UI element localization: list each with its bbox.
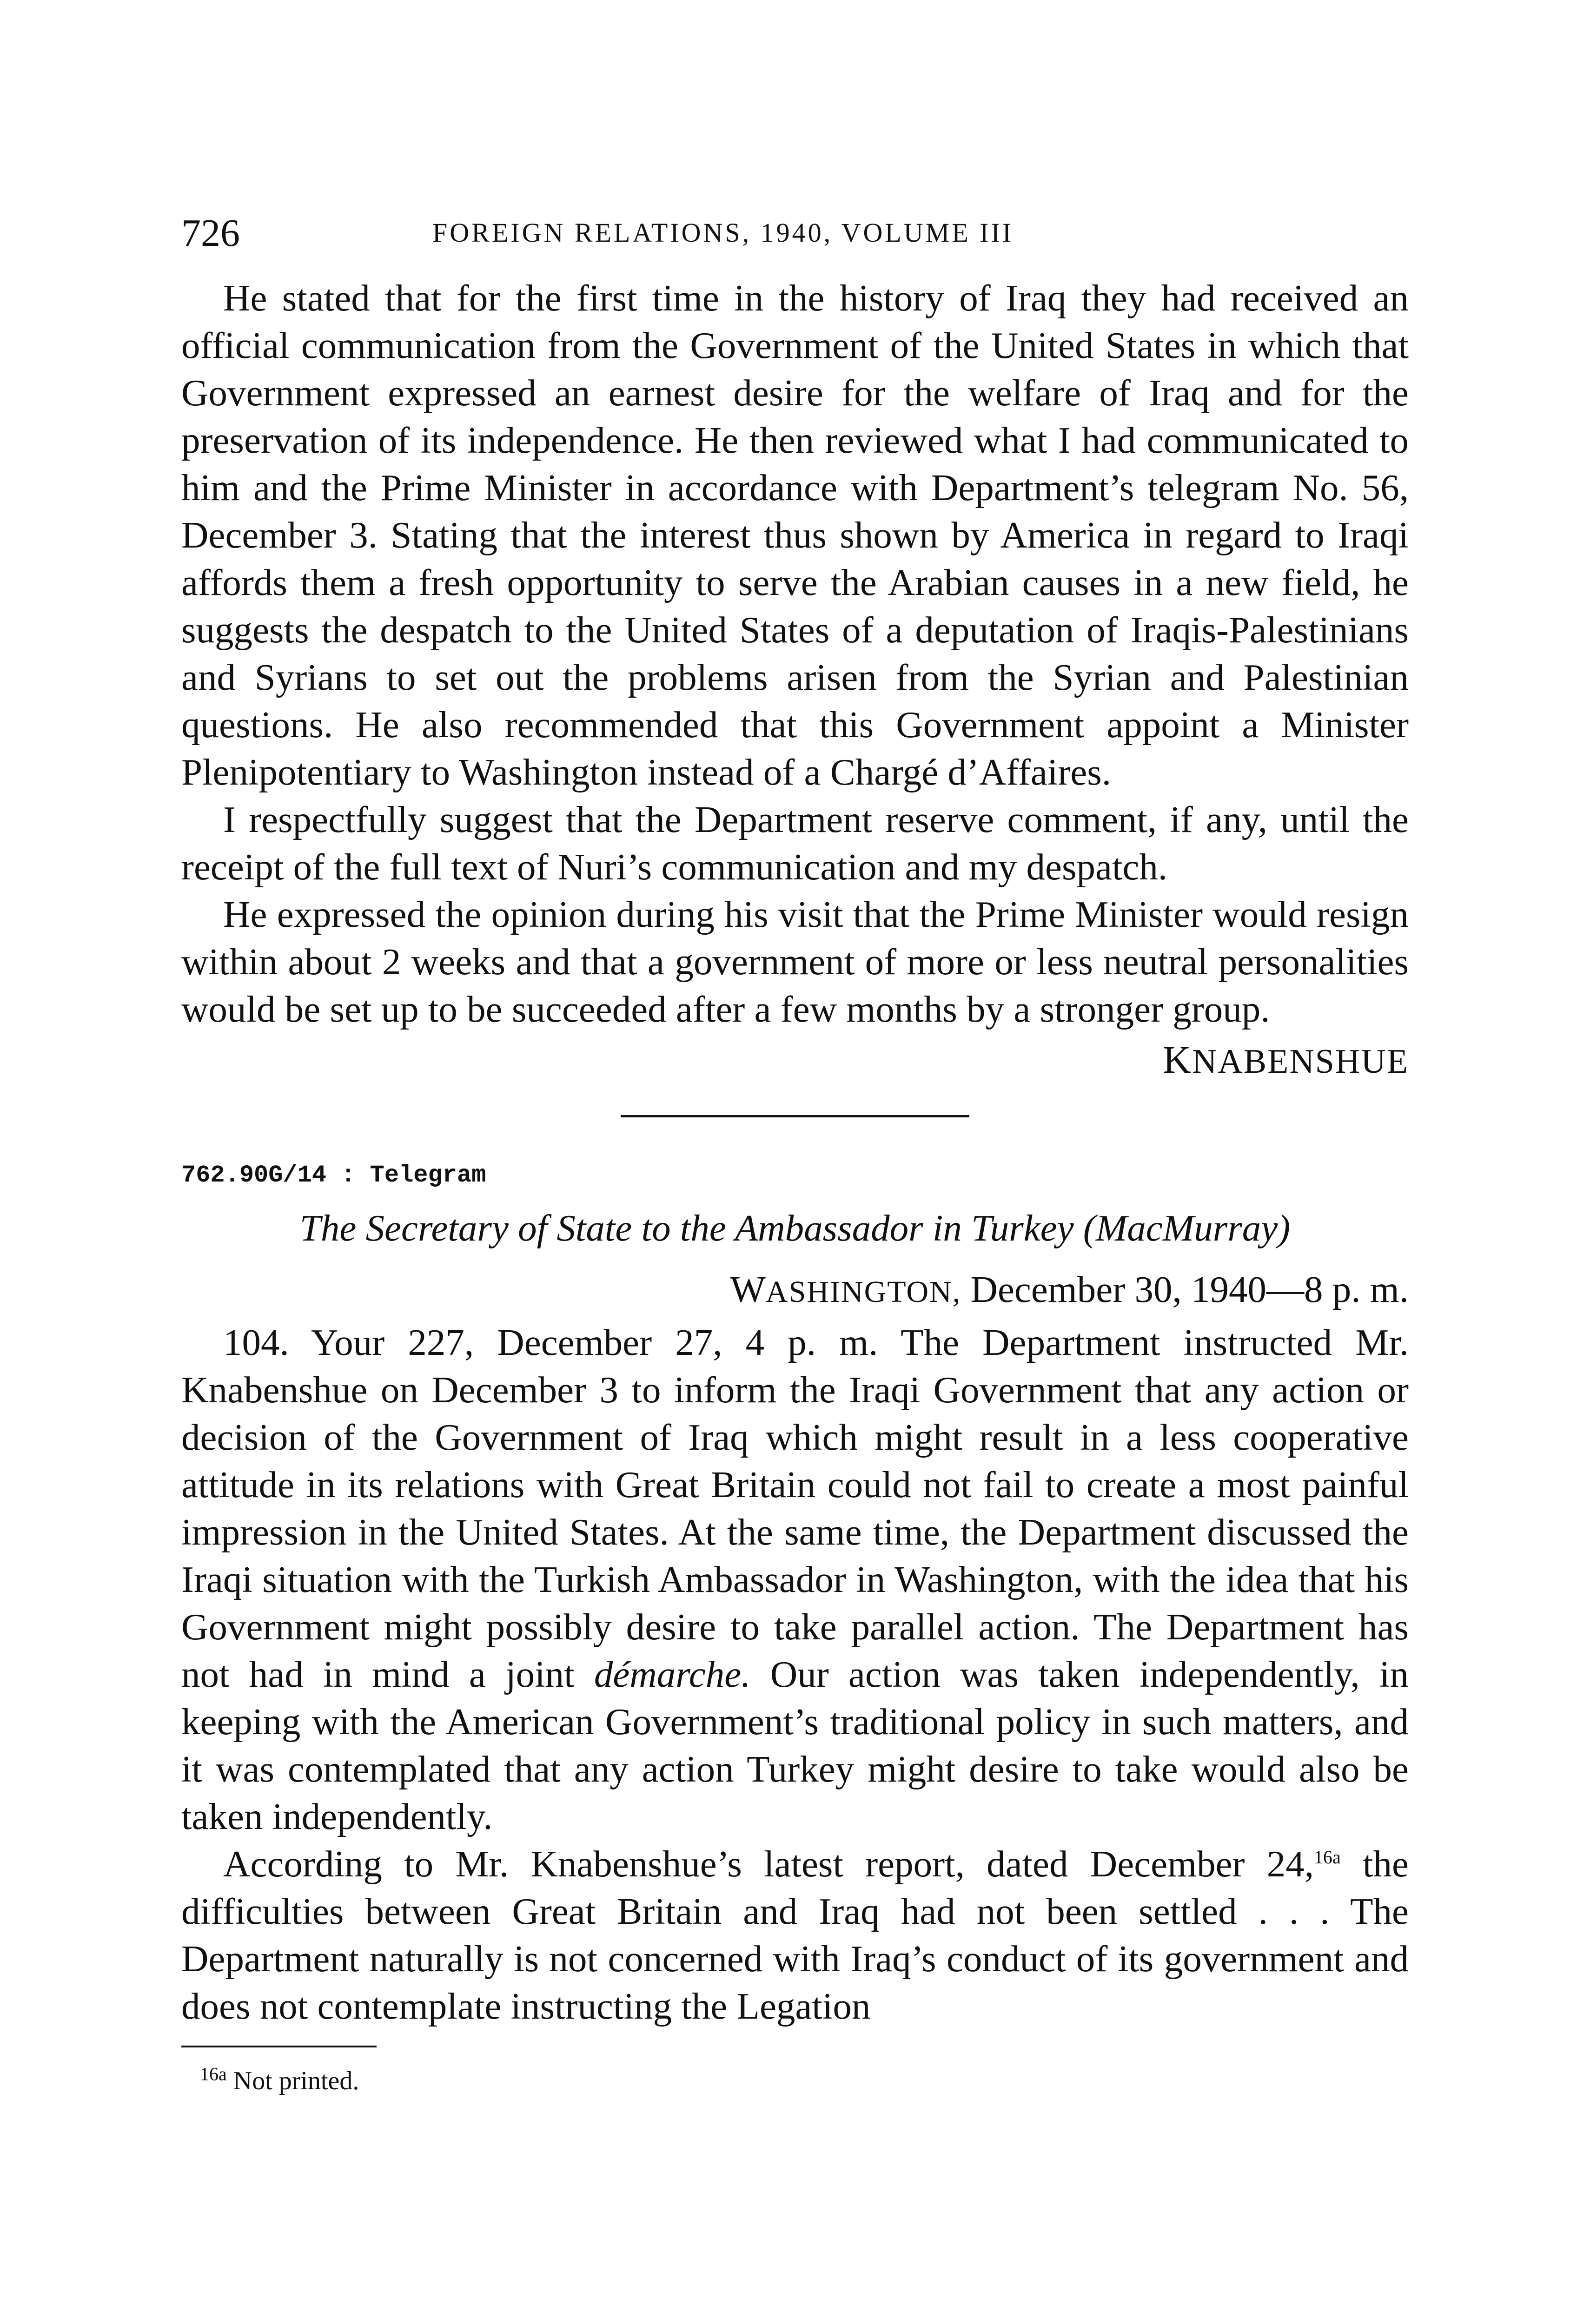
paragraph-text: 104. Your 227, December 27, 4 p. m. The Department instructed Mr. Knabenshue on December 3 to inform the Iraqi Government that any action or decision of the Government of Iraq which might result in a less cooperative attitude in its relations with Great Britain could not fail to create a most painful impression in the United States. At the same time, the Department discussed the Iraqi situation with the Turkish Ambassador in Washington, with the idea that his Government might possibly desire to take parallel action. The Department has not had in mind a joint [181, 1321, 1409, 1695]
footnote-text: Not printed. [226, 2067, 359, 2095]
footnote-marker: 16a [1314, 1847, 1341, 1868]
signature-initial: K [1163, 1038, 1192, 1082]
paragraph-text: Our action was taken independently, in keeping with the American Government’s traditional policy in such matters, and it was contemplated that any action Turkey might desire to take would also be taken independently. [181, 1653, 1409, 1837]
document-title: The Secretary of State to the Ambassador in Turkey (MacMurray) [299, 1207, 1291, 1249]
paragraph-text: the difficulties between Great Britain and Iraq had not been settled . . . The Department naturally is not concerned with Iraq’s conduct of its government and does not contemplate instructing the Legation [181, 1843, 1409, 2027]
dateline [181, 1266, 1409, 1316]
document-page [181, 205, 1409, 2096]
dateline-place-initial: W [730, 1268, 766, 1310]
section-divider [621, 1115, 969, 1117]
page-number: 726 [181, 211, 240, 255]
footnote-divider [181, 2046, 377, 2047]
signature [181, 1037, 1409, 1083]
signature-rest: NABENSHUE [1192, 1043, 1409, 1081]
paragraph [181, 1840, 1409, 2030]
dateline-date: December 30, 1940—8 p. m. [961, 1268, 1409, 1310]
file-reference: 762.90G/14 : Telegram [181, 1162, 486, 1189]
running-head: FOREIGN RELATIONS, 1940, VOLUME III [432, 218, 1014, 248]
paragraph [181, 1319, 1409, 1840]
body-text-section-2 [181, 1319, 1409, 2030]
paragraph: He expressed the opinion during his visit that the Prime Minister would resign within about 2 weeks and that a government of more or less neutral personalities would be set up to be succeeded after a few months by a stronger group. [181, 893, 1409, 1030]
page-header [181, 205, 1409, 274]
dateline-place-rest: ASHINGTON, [765, 1275, 961, 1309]
body-text-section-1 [181, 274, 1409, 1033]
footnote [181, 2063, 1409, 2096]
footnote-mark: 16a [200, 2063, 227, 2085]
paragraph: He stated that for the first time in the history of Iraq they had received an official communication from the Government of the United States in which that Government expressed an earnest desire for the welfare of Iraq and for the preservation of its independence. He then reviewed what I had communicated to him and the Prime Minister in accordance with Department’s telegram No. 56, December 3. Stating that the interest thus shown by America in regard to Iraqi affords them a fresh opportunity to serve the Arabian causes in a new field, he suggests the despatch to the United States of a deputation of Iraqis-Palestinians and Syrians to set out the problems arisen from the Syrian and Palestinian questions. He also recommended that this Government appoint a Minister Plenipotentiary to Washington instead of a Chargé d’Affaires. [181, 277, 1409, 793]
paragraph: I respectfully suggest that the Department reserve comment, if any, until the receipt of the full text of Nuri’s communication and my despatch. [181, 799, 1409, 888]
paragraph-text: According to Mr. Knabenshue’s latest report, dated December 24, [223, 1843, 1314, 1885]
italic-term: démarche. [594, 1653, 751, 1695]
